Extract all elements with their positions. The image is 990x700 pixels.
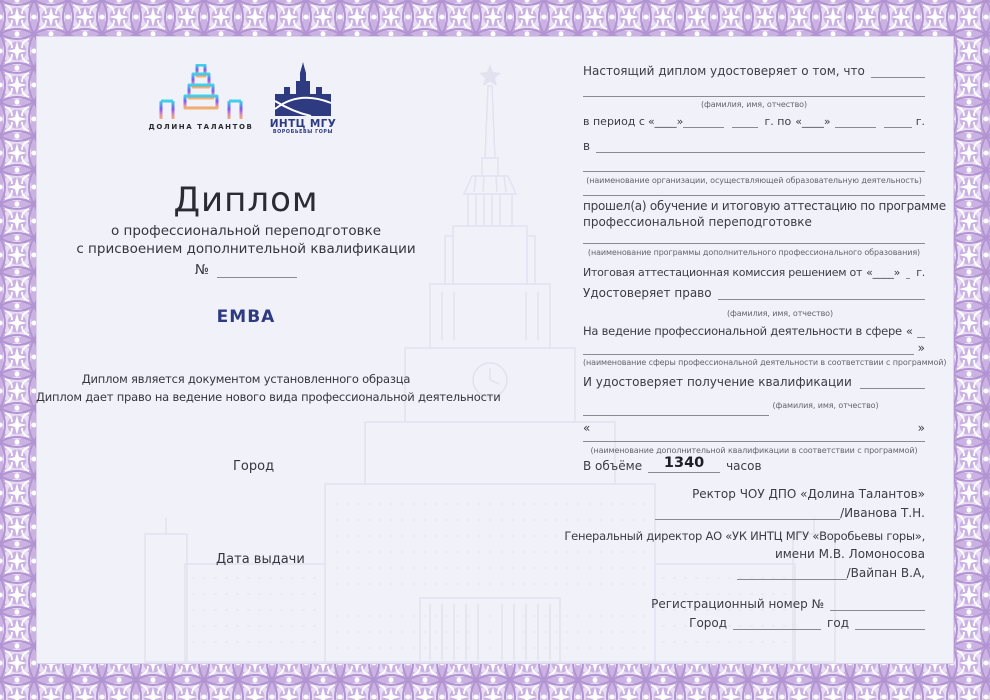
certifies-row: [583, 286, 925, 300]
volume-hours-value: 1340: [648, 456, 720, 473]
intro-row: [583, 64, 925, 78]
period-quote-1: «____»: [647, 115, 684, 128]
sphere-open-quote: «: [905, 324, 913, 338]
caption-program: (наименование программы дополнительного профессионального образования): [587, 248, 921, 257]
reg-year-label: год: [827, 616, 849, 630]
period-year-label-2: г.: [915, 115, 925, 128]
director-signature-blank: [737, 566, 847, 580]
diploma-note-2: Диплом дает право на ведение нового вида профессиональной деятельности: [36, 390, 501, 404]
sphere-blank-1: [917, 324, 925, 338]
qualification-label: И удостоверяет получение квалификации: [583, 375, 852, 389]
registration-row: [583, 597, 929, 611]
issue-date-label: Дата выдачи: [216, 552, 305, 567]
caption-fio-2: (фамилия, имя, отчество): [726, 309, 834, 318]
registration-label: Регистрационный номер №: [651, 597, 824, 611]
diploma-note-1: Диплом является документом установленного образца: [81, 372, 411, 386]
period-year-blank-2: [884, 114, 912, 128]
period-prefix: в период с: [583, 115, 645, 128]
city-label: Город: [233, 459, 275, 474]
in-label: в: [583, 139, 591, 153]
period-row: [583, 114, 925, 128]
diploma-number-row: [36, 262, 456, 278]
certifies-label: Удостоверяет право: [583, 286, 712, 300]
period-blank-1: [683, 114, 724, 128]
program-name: EMBA: [216, 307, 276, 327]
period-quote-2: «____»: [795, 115, 831, 128]
fio-line: [583, 96, 925, 97]
rector-signature-row: [583, 506, 983, 520]
rector-signature-blank: [655, 506, 840, 520]
director-name: /Вайпан В.А,: [846, 566, 925, 580]
director-title-row-1: [564, 529, 931, 543]
caption-fio-3: (фамилия, имя, отчество): [772, 401, 879, 410]
director-title-1: Генеральный директор АО «УК ИНТЦ МГУ «Воробьевы горы»,: [564, 529, 925, 543]
commission-blank: [906, 265, 910, 279]
qualification-quotes-row: [583, 421, 925, 435]
caption-organization: (наименование организации, осуществляющей образовательную деятельность): [586, 176, 922, 185]
rector-title-row: [583, 487, 927, 501]
commission-quote: «____»: [866, 266, 901, 279]
director-title-row-2: [583, 547, 990, 561]
registration-blank: [830, 597, 925, 611]
reg-year-blank: [855, 616, 925, 630]
reg-city-label: Город: [689, 616, 728, 630]
qualification-close-quote: »: [917, 421, 925, 435]
sphere-label: На ведение профессиональной деятельности в сфере: [583, 324, 902, 338]
certifies-blank: [718, 286, 925, 300]
rector-name: /Иванова Т.Н.: [840, 506, 925, 520]
qualification-full-line: [583, 441, 925, 442]
passed-row-2: [583, 215, 925, 229]
program-line: [583, 243, 925, 244]
sphere-blank-2: [583, 341, 914, 355]
intro-blank: [871, 64, 925, 78]
caption-sphere: (наименование сферы профессиональной деятельности в соответствии с программой): [583, 358, 947, 367]
sphere-row: [583, 324, 925, 338]
qualification-row: [583, 375, 925, 389]
qualification-blank: [860, 375, 925, 389]
talents-logo-caption: ДОЛИНА ТАЛАНТОВ: [148, 123, 254, 131]
period-year-blank-1: [732, 114, 758, 128]
intc-mgu-logo-icon: [271, 60, 335, 118]
caption-fio-1: (фамилия, имя, отчество): [700, 100, 808, 109]
passed-text-2: профессиональной переподготовке: [583, 215, 812, 229]
qualification-open-quote: «: [583, 421, 591, 435]
city-year-row: [583, 616, 933, 630]
diploma-number-blank: [217, 264, 297, 278]
intc-logo-subtitle: ВОРОБЬЕВЫ ГОРЫ: [272, 130, 334, 135]
organization-blank: [596, 139, 925, 153]
diploma-subtitle-1: о профессиональной переподготовке: [110, 223, 382, 239]
period-blank-2: [835, 114, 876, 128]
rector-title: Ректор ЧОУ ДПО «Долина Талантов»: [692, 487, 925, 501]
qualification-short-line: [583, 415, 769, 416]
diploma-number-label: №: [194, 262, 210, 278]
intc-logo-title: ИНТЦ МГУ: [269, 118, 337, 130]
period-year-label-1: г. по: [764, 115, 792, 128]
diploma-title: Диплом: [173, 180, 319, 220]
director-signature-row: [583, 566, 983, 580]
organization-line-2: [583, 171, 925, 172]
talents-logo-icon: [157, 64, 245, 122]
volume-suffix: часов: [726, 458, 762, 473]
organization-line-3: [583, 195, 925, 196]
intro-text: Настоящий диплом удостоверяет о том, что: [583, 64, 865, 78]
volume-row: [583, 456, 925, 473]
volume-prefix: В объёме: [583, 458, 643, 473]
director-title-2: имени М.В. Ломоносова: [774, 547, 925, 561]
diploma-subtitle-2: с присвоением дополнительной квалификации: [76, 241, 416, 257]
reg-city-blank: [733, 616, 821, 630]
organization-row: [583, 139, 925, 153]
caption-qualification: (наименование дополнительной квалификации в соответствии с программой): [590, 446, 918, 455]
sphere-row-2: [583, 341, 925, 355]
commission-row: [583, 265, 925, 279]
commission-prefix: Итоговая аттестационная комиссия решением от: [583, 266, 863, 279]
sphere-close-quote: »: [917, 341, 925, 355]
passed-text-1: прошел(а) обучение и итоговую аттестацию по программе: [583, 199, 946, 213]
passed-row-1: [583, 199, 946, 213]
commission-suffix: г.: [916, 266, 925, 279]
